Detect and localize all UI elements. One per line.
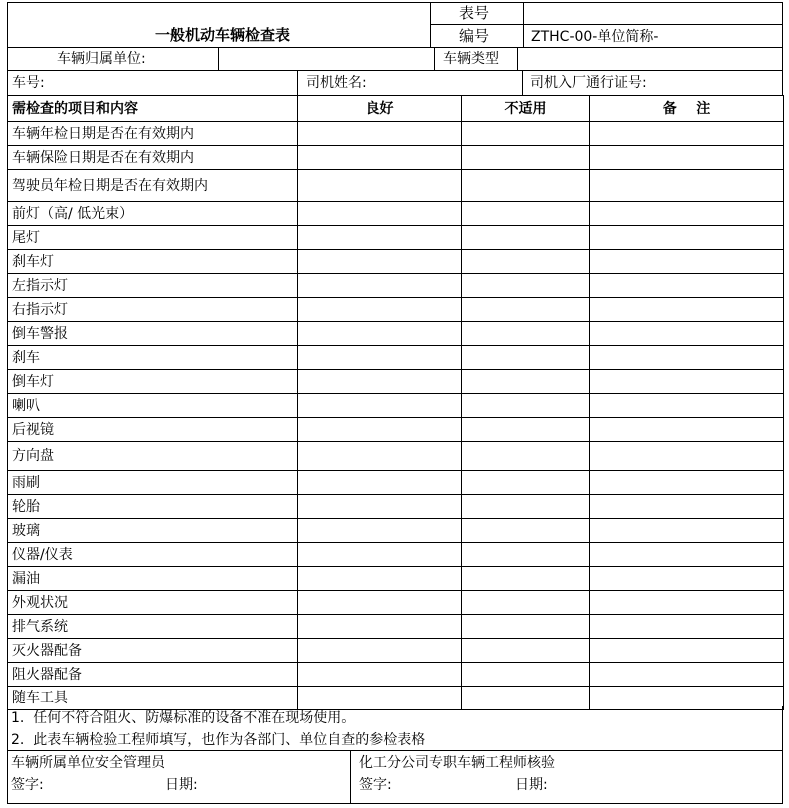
- table-row: [8, 122, 784, 146]
- remark-cell[interactable]: [590, 274, 784, 298]
- na-cell[interactable]: [462, 418, 590, 442]
- good-cell[interactable]: [298, 298, 462, 322]
- good-cell[interactable]: [298, 663, 462, 687]
- remark-cell[interactable]: [590, 370, 784, 394]
- good-cell[interactable]: [298, 591, 462, 615]
- remark-cell[interactable]: [590, 543, 784, 567]
- table-row: [8, 322, 784, 346]
- remark-cell[interactable]: [590, 170, 784, 202]
- na-cell[interactable]: [462, 370, 590, 394]
- inspection-item-label: 右指示灯: [8, 298, 298, 322]
- remark-cell[interactable]: [590, 519, 784, 543]
- inspection-item-label: 后视镜: [8, 418, 298, 442]
- na-cell[interactable]: [462, 146, 590, 170]
- inspection-item-label: 车辆年检日期是否在有效期内: [8, 122, 298, 146]
- driver-divider-1: [297, 70, 298, 96]
- inspection-item-label: 驾驶员年检日期是否在有效期内: [8, 170, 298, 202]
- table-row: [8, 370, 784, 394]
- footer-left-date-label: 日期:: [165, 777, 198, 793]
- vehicle-type-label: 车辆类型: [443, 51, 499, 67]
- na-cell[interactable]: [462, 495, 590, 519]
- table-row: [8, 226, 784, 250]
- code-label: 编号: [459, 27, 490, 45]
- footer-left-sign-label: 签字:: [11, 777, 44, 793]
- driver-pass-label: 司机入厂通行证号:: [530, 75, 647, 91]
- good-cell[interactable]: [298, 170, 462, 202]
- remark-cell[interactable]: [590, 471, 784, 495]
- driver-divider-2: [522, 70, 523, 96]
- good-cell[interactable]: [298, 418, 462, 442]
- good-cell[interactable]: [298, 250, 462, 274]
- table-header-row: [8, 96, 784, 122]
- remark-cell[interactable]: [590, 298, 784, 322]
- good-cell[interactable]: [298, 346, 462, 370]
- na-cell[interactable]: [462, 346, 590, 370]
- inspection-item-label: 刹车灯: [8, 250, 298, 274]
- na-cell[interactable]: [462, 202, 590, 226]
- inspection-item-label: 方向盘: [8, 442, 298, 471]
- remark-cell[interactable]: [590, 202, 784, 226]
- good-cell[interactable]: [298, 471, 462, 495]
- inspection-item-label: 玻璃: [8, 519, 298, 543]
- na-cell[interactable]: [462, 663, 590, 687]
- note-1: 1. 任何不符合阻火、防爆标准的设备不准在现场使用。: [11, 710, 356, 726]
- column-header-item: 需检查的项目和内容: [8, 96, 298, 122]
- column-header-remark: 备 注: [590, 96, 784, 122]
- owner-divider-1: [218, 47, 219, 71]
- inspection-item-label: 雨刷: [8, 471, 298, 495]
- inspection-item-label: 排气系统: [8, 615, 298, 639]
- header-divider-h: [430, 24, 783, 25]
- remark-cell[interactable]: [590, 418, 784, 442]
- note-2: 2. 此表车辆检验工程师填写，也作为各部门、单位自查的参检表格: [11, 732, 426, 748]
- owner-divider-3: [517, 47, 518, 71]
- form-number-label: 表号: [459, 4, 490, 22]
- na-cell[interactable]: [462, 274, 590, 298]
- na-cell[interactable]: [462, 471, 590, 495]
- table-row: [8, 543, 784, 567]
- na-cell[interactable]: [462, 322, 590, 346]
- inspection-item-label: 倒车警报: [8, 322, 298, 346]
- good-cell[interactable]: [298, 615, 462, 639]
- inspection-item-label: 随车工具: [8, 687, 298, 710]
- inspection-item-label: 刹车: [8, 346, 298, 370]
- good-cell[interactable]: [298, 146, 462, 170]
- footer-right-title: 化工分公司专职车辆工程师核验: [359, 755, 555, 771]
- remark-cell[interactable]: [590, 346, 784, 370]
- good-cell[interactable]: [298, 322, 462, 346]
- na-cell[interactable]: [462, 567, 590, 591]
- column-header-good: 良好: [298, 96, 462, 122]
- inspection-item-label: 阻火器配备: [8, 663, 298, 687]
- footer-right-sign-label: 签字:: [359, 777, 392, 793]
- table-row: [8, 639, 784, 663]
- good-cell[interactable]: [298, 202, 462, 226]
- table-row: [8, 418, 784, 442]
- inspection-item-label: 外观状况: [8, 591, 298, 615]
- na-cell[interactable]: [462, 298, 590, 322]
- footer-left-title: 车辆所属单位安全管理员: [11, 755, 165, 771]
- remark-cell[interactable]: [590, 591, 784, 615]
- table-row: [8, 591, 784, 615]
- remark-cell[interactable]: [590, 146, 784, 170]
- na-cell[interactable]: [462, 442, 590, 471]
- inspection-table: [7, 95, 784, 710]
- remark-cell[interactable]: [590, 442, 784, 471]
- header-divider-v2: [523, 2, 524, 48]
- remark-cell[interactable]: [590, 615, 784, 639]
- na-cell[interactable]: [462, 170, 590, 202]
- remark-cell[interactable]: [590, 122, 784, 146]
- owner-unit-label: 车辆归属单位:: [57, 51, 146, 67]
- table-row: [8, 274, 784, 298]
- inspection-item-label: 喇叭: [8, 394, 298, 418]
- footer-right-date-label: 日期:: [515, 777, 548, 793]
- na-cell[interactable]: [462, 591, 590, 615]
- footer-divider: [350, 750, 351, 804]
- remark-cell[interactable]: [590, 250, 784, 274]
- table-row: [8, 495, 784, 519]
- table-row: [8, 298, 784, 322]
- table-row: [8, 567, 784, 591]
- good-cell[interactable]: [298, 274, 462, 298]
- table-row: [8, 663, 784, 687]
- inspection-item-label: 左指示灯: [8, 274, 298, 298]
- inspection-item-label: 车辆保险日期是否在有效期内: [8, 146, 298, 170]
- remark-cell[interactable]: [590, 394, 784, 418]
- good-cell[interactable]: [298, 519, 462, 543]
- na-cell[interactable]: [462, 639, 590, 663]
- table-row: [8, 250, 784, 274]
- good-cell[interactable]: [298, 370, 462, 394]
- header-divider-v1: [430, 2, 431, 48]
- good-cell[interactable]: [298, 122, 462, 146]
- table-row: [8, 146, 784, 170]
- column-header-na: 不适用: [462, 96, 590, 122]
- code-value[interactable]: ZTHC-00-单位简称-: [531, 29, 659, 45]
- good-cell[interactable]: [298, 639, 462, 663]
- table-row: [8, 346, 784, 370]
- driver-name-label: 司机姓名:: [306, 75, 367, 91]
- table-row: [8, 202, 784, 226]
- na-cell[interactable]: [462, 543, 590, 567]
- good-cell[interactable]: [298, 567, 462, 591]
- good-cell[interactable]: [298, 226, 462, 250]
- remark-cell[interactable]: [590, 495, 784, 519]
- na-cell[interactable]: [462, 615, 590, 639]
- table-row: [8, 170, 784, 202]
- table-row: [8, 471, 784, 495]
- remark-cell[interactable]: [590, 322, 784, 346]
- na-cell[interactable]: [462, 122, 590, 146]
- table-row: [8, 519, 784, 543]
- driver-row: [7, 70, 783, 96]
- inspection-item-label: 仪器/仪表: [8, 543, 298, 567]
- plate-label: 车号:: [12, 75, 45, 91]
- inspection-item-label: 漏油: [8, 567, 298, 591]
- na-cell[interactable]: [462, 394, 590, 418]
- na-cell[interactable]: [462, 519, 590, 543]
- inspection-item-label: 灭火器配备: [8, 639, 298, 663]
- remark-cell[interactable]: [590, 567, 784, 591]
- good-cell[interactable]: [298, 495, 462, 519]
- remark-cell[interactable]: [590, 639, 784, 663]
- inspection-item-label: 前灯（高/ 低光束）: [8, 202, 298, 226]
- header-block: [7, 2, 783, 48]
- na-cell[interactable]: [462, 226, 590, 250]
- na-cell[interactable]: [462, 250, 590, 274]
- page-title: 一般机动车辆检查表: [155, 26, 291, 44]
- inspection-item-label: 尾灯: [8, 226, 298, 250]
- good-cell[interactable]: [298, 543, 462, 567]
- table-row: [8, 394, 784, 418]
- remark-cell[interactable]: [590, 663, 784, 687]
- good-cell[interactable]: [298, 394, 462, 418]
- inspection-item-label: 轮胎: [8, 495, 298, 519]
- inspection-item-label: 倒车灯: [8, 370, 298, 394]
- table-row: [8, 615, 784, 639]
- table-row: [8, 442, 784, 471]
- remark-cell[interactable]: [590, 226, 784, 250]
- owner-divider-2: [434, 47, 435, 71]
- good-cell[interactable]: [298, 442, 462, 471]
